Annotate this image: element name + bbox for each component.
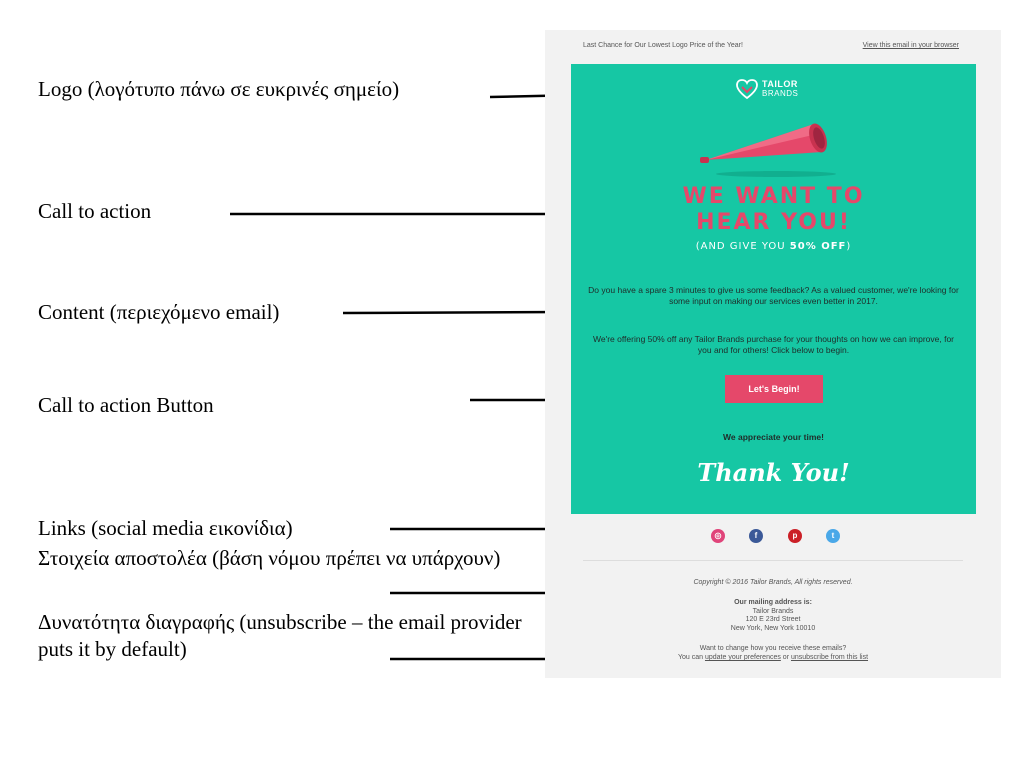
footer-divider	[583, 560, 963, 561]
thank-you-text: Thank You!	[697, 458, 850, 487]
mailing-address-label: Our mailing address is:	[734, 599, 812, 606]
subheadline-prefix: (AND GIVE YOU	[695, 241, 790, 252]
copyright-text: Copyright © 2016 Tailor Brands, All rights reserved.	[693, 579, 853, 586]
email-preview	[545, 30, 1001, 678]
email-paragraph-1: Do you have a spare 3 minutes to give us some feedback? As a valued customer, we're looking for some input on making our services even better in 2017.	[588, 285, 959, 306]
annotation-links: Links (social media εικονίδια)	[38, 516, 293, 540]
change-preferences-text: Want to change how you receive these emails?	[699, 645, 847, 652]
preheader-text: Last Chance for Our Lowest Logo Price of the Year!	[583, 42, 743, 49]
email-paragraph-2: We're offering 50% off any Tailor Brands purchase for your thoughts on how we can improve, for you and for others! Click below to begin.	[592, 334, 955, 355]
update-preferences-link[interactable]: update your preferences	[704, 654, 781, 661]
annotation-call-to-action: Call to action	[38, 199, 152, 223]
mailing-address-name: Tailor Brands	[752, 608, 794, 615]
annotation-unsubscribe: Δυνατότητα διαγραφής (unsubscribe – the email provider puts it by default)	[38, 610, 522, 661]
headline-line2: HEAR YOU!	[696, 210, 851, 235]
lets-begin-button[interactable]: Let's Begin!	[725, 375, 823, 403]
instagram-icon[interactable]: ◎	[711, 529, 725, 543]
view-in-browser-link[interactable]: View this email in your browser	[862, 42, 959, 49]
subheadline	[571, 241, 976, 252]
twitter-icon[interactable]: t	[826, 529, 840, 543]
email-hero	[571, 64, 976, 514]
logo-text-line1: TAILOR	[762, 79, 798, 89]
appreciate-text: We appreciate your time!	[723, 432, 824, 442]
annotation-content: Content (περιεχόμενο email)	[38, 300, 280, 324]
logo-text-line2: BRANDS	[762, 89, 799, 98]
megaphone-icon	[696, 108, 856, 178]
mailing-address-street: 120 E 23rd Street	[745, 616, 801, 623]
arrow-content	[343, 312, 565, 313]
annotation-logo: Logo (λογότυπο πάνω σε ευκρινές σημείο)	[38, 77, 400, 101]
brand-logo	[736, 78, 816, 100]
subheadline-discount: 50% OFF	[789, 241, 847, 252]
headline-line1: WE WANT TO	[682, 184, 865, 209]
annotation-sender-info: Στοιχεία αποστολέα (βάση νόμου πρέπει να υπάρχουν)	[38, 546, 501, 570]
you-can-text: You can	[677, 654, 705, 661]
preferences-links	[583, 653, 963, 662]
subheadline-suffix: )	[846, 241, 852, 252]
social-links	[711, 529, 841, 545]
pinterest-icon[interactable]: p	[788, 529, 802, 543]
mailing-address-city: New York, New York 10010	[730, 625, 816, 632]
annotation-cta-button: Call to action Button	[38, 393, 214, 417]
or-text: or	[780, 654, 791, 661]
tailor-brands-logo-icon	[736, 79, 758, 99]
unsubscribe-link[interactable]: unsubscribe from this list	[790, 654, 869, 661]
facebook-icon[interactable]: f	[749, 529, 763, 543]
